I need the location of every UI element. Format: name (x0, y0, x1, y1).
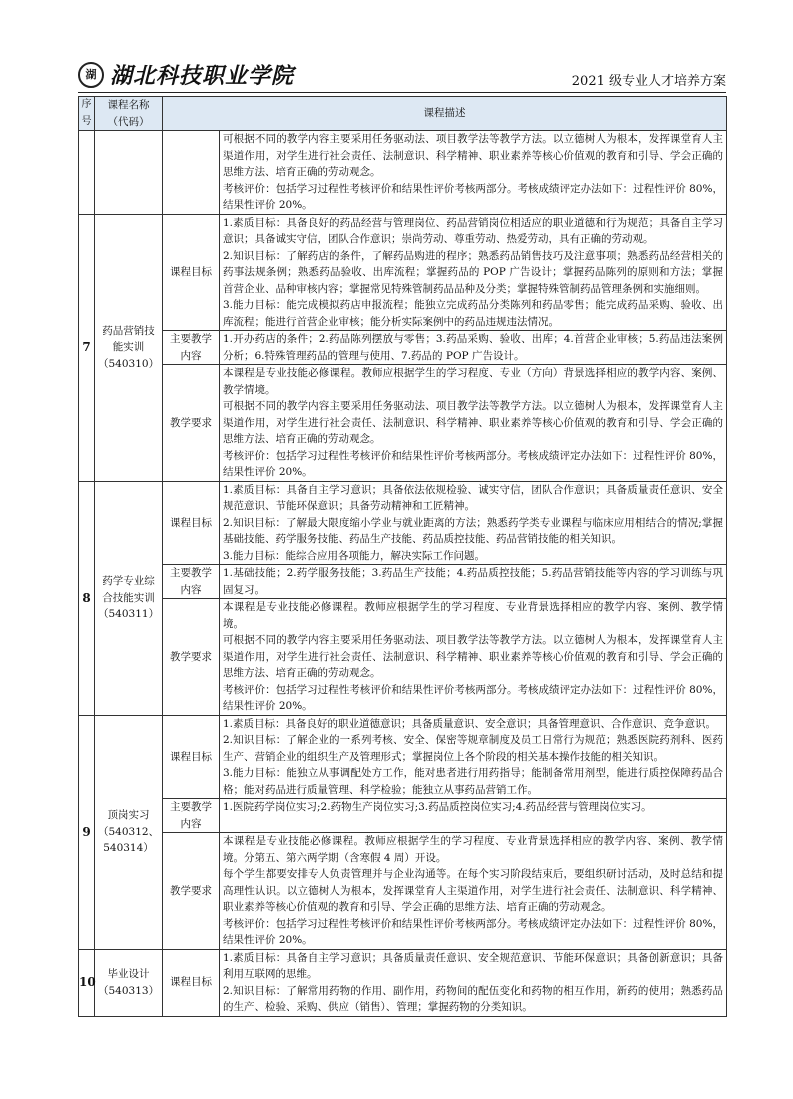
desc-cell-req (220, 833, 727, 950)
sub-label-content: 主要教学内容 (163, 799, 220, 833)
empty-sub-cell (163, 131, 220, 215)
desc-cell-req (220, 599, 727, 716)
course-name: 药学专业综合技能实训（540311） (95, 481, 163, 715)
desc-cell-content (220, 331, 727, 365)
col-name-header: 课程名称（代码） (95, 97, 163, 131)
course-number: 10 (79, 949, 95, 1016)
table-header-row (79, 97, 727, 131)
table-row (79, 214, 727, 331)
desc-cell-content (220, 799, 727, 833)
table-body (79, 131, 727, 1017)
desc-text: 可根据不同的教学内容主要采用任务驱动法、项目教学法等教学方法。以立德树人为根本，发挥课堂育人主渠道作用，对学生进行社会责任、法制意识、科学精神、职业素养等核心价值观的教育和引导、学会正确的思维方法、培育正确的劳动观念。 (223, 400, 723, 445)
table-row (79, 331, 727, 365)
desc-text: 本课程是专业技能必修课程。教师应根据学生的学习程度、专业（方向）背景选择相应的教学内容、案例、教学情境。 (223, 367, 723, 396)
desc-cell-goal (220, 949, 727, 1016)
course-table (78, 96, 727, 1017)
table-row (79, 565, 727, 599)
continuation-text: 考核评价：包括学习过程性考核评价和结果性评价考核两部分。考核成绩评定办法如下：过程性评价 80%，结果性评价 20%。 (223, 182, 723, 211)
desc-cell-goal (220, 214, 727, 331)
page-header (78, 62, 726, 93)
table-row (79, 365, 727, 482)
course-name: 毕业设计（540313） (95, 949, 163, 1016)
sub-label-content: 主要教学内容 (163, 331, 220, 365)
sub-label-req: 教学要求 (163, 833, 220, 950)
empty-no-cell (79, 131, 95, 215)
desc-text: 1.素质目标：具备良好的药品经营与管理岗位、药品营销岗位相适应的职业道德和行为规范；具备自主学习意识；具备诚实守信，团队合作意识；崇尚劳动、尊重劳动、热爱劳动，具有正确的劳动观。 (223, 216, 723, 245)
table-row (79, 481, 727, 565)
table-row-continuation (79, 131, 727, 215)
desc-text: 本课程是专业技能必修课程。教师应根据学生的学习程度、专业背景选择相应的教学内容、案例、教学情境。 (223, 601, 723, 630)
desc-text: 1.医院药学岗位实习;2.药物生产岗位实习;3.药品质控岗位实习;4.药品经营与管理岗位实习。 (223, 801, 652, 813)
course-number: 9 (79, 715, 95, 949)
desc-text: 本课程是专业技能必修课程。教师应根据学生的学习程度、专业背景选择相应的教学内容、案例、教学情境。分第五、第六两学期（含寒假 4 周）开设。 (223, 835, 723, 864)
sub-label-req: 教学要求 (163, 365, 220, 482)
desc-text: 1.素质目标：具备自主学习意识；具备依法依规检验、诚实守信，团队合作意识；具备质量责任意识、安全规范意识、节能环保意识；具备劳动精神和工匠精神。 (223, 483, 723, 512)
table-row (79, 715, 727, 799)
col-desc-header: 课程描述 (163, 97, 727, 131)
desc-cell-req (220, 365, 727, 482)
desc-text: 3.能力目标：能综合应用各项能力，解决实际工作问题。 (223, 549, 486, 562)
desc-text: 考核评价：包括学习过程性考核评价和结果性评价考核两部分。考核成绩评定办法如下：过程性评价 80%，结果性评价 20%。 (223, 917, 723, 946)
desc-text: 3.能力目标：能独立从事调配处方工作，能对患者进行用药指导；能制备常用剂型，能进行质控保障药品合格；能对药品进行质量管理、科学检验；能独立从事药品营销工作。 (223, 767, 723, 796)
course-number: 7 (79, 214, 95, 481)
sub-label-goal: 课程目标 (163, 214, 220, 331)
desc-text: 1.素质目标：具备自主学习意识；具备质量责任意识、安全规范意识、节能环保意识；具备创新意识；具备利用互联网的思维。 (223, 951, 723, 980)
desc-cell-content (220, 565, 727, 599)
empty-name-cell (95, 131, 163, 215)
sub-label-goal: 课程目标 (163, 715, 220, 799)
desc-text: 1.开办药店的条件；2.药品陈列摆放与零售；3.药品采购、验收、出库；4.首营企业审核；5.药品违法案例分析；6.特殊管理药品的管理与使用、7.药品的 POP 广告设计。 (223, 333, 723, 362)
table-row (79, 799, 727, 833)
table-row (79, 833, 727, 950)
desc-cell-goal (220, 481, 727, 565)
desc-text: 每个学生都要安排专人负责管理并与企业沟通等。在每个实习阶段结束后，要组织研讨活动，及时总结和提高理性认识。以立德树人为根本，发挥课堂育人主渠道作用，对学生进行社会责任、法制意识、科学精神、职业素养等核心价值观的教育和引导、学会正确的思维方法、培育正确的劳动观念。 (223, 868, 723, 913)
table-row (79, 599, 727, 716)
sub-label-goal: 课程目标 (163, 481, 220, 565)
course-name: 顶岗实习（540312、540314） (95, 715, 163, 949)
desc-text: 2.知识目标：了解常用药物的作用、副作用，药物间的配伍变化和药物的相互作用，新药的使用；熟悉药品的生产、检验、采购、供应（销售）、管理；掌握药物的分类知识。 (223, 984, 723, 1013)
desc-text: 1.素质目标：具备良好的职业道德意识；具备质量意识、安全意识；具备管理意识、合作意识、竞争意识。 (223, 717, 717, 730)
continuation-desc-cell (220, 131, 727, 215)
desc-text: 可根据不同的教学内容主要采用任务驱动法、项目教学法等教学方法。以立德树人为根本，发挥课堂育人主渠道作用，对学生进行社会责任、法制意识、科学精神、职业素养等核心价值观的教育和引导、学会正确的思维方法、培育正确的劳动观念。 (223, 634, 723, 679)
desc-text: 考核评价：包括学习过程性考核评价和结果性评价考核两部分。考核成绩评定办法如下：过程性评价 80%，结果性评价 20%。 (223, 449, 723, 478)
course-number: 8 (79, 481, 95, 715)
desc-text: 2.知识目标：了解企业的一系列考核、安全、保密等规章制度及员工日常行为规范；熟悉医院药剂科、医药生产、营销企业的组织生产及管理形式；掌握岗位上各个阶段的相关基本操作技能的相关知识。 (223, 734, 723, 763)
school-logo: 湖 (78, 62, 104, 88)
sub-label-req: 教学要求 (163, 599, 220, 716)
desc-text: 2.知识目标：了解药店的条件，了解药品购进的程序；熟悉药品销售技巧及注意事项；熟悉药品经营相关的药事法规条例；熟悉药品验收、出库流程；掌握药品的 POP 广告设计；掌握药品陈列的原则和方法；掌握首营企业、品种审核内容；掌握常见特殊管制药品品种及分类；掌握特殊管制药品管理条例和实施细则。 (223, 249, 723, 295)
table-row (79, 949, 727, 1016)
desc-text: 2.知识目标：了解最大限度缩小学业与就业距离的方法；熟悉药学类专业课程与临床应用相结合的情况;掌握基础技能、药学服务技能、药品生产技能、药品质控技能、药品营销技能的相关知识。 (223, 516, 723, 545)
course-name: 药品营销技能实训（540310） (95, 214, 163, 481)
col-no-header: 序号 (79, 97, 95, 131)
plan-title: 2021 级专业人才培养方案 (571, 74, 726, 89)
sub-label-content: 主要教学内容 (163, 565, 220, 599)
desc-cell-goal (220, 715, 727, 799)
desc-text: 3.能力目标：能完成模拟药店申报流程；能独立完成药品分类陈列和药品零售；能完成药品采购、验收、出库流程；能进行首营企业审核；能分析实际案例中的药品违规违法情况。 (223, 299, 723, 328)
desc-text: 1.基础技能；2.药学服务技能；3.药品生产技能；4.药品质控技能；5.药品营销技能等内容的学习训练与巩固复习。 (223, 567, 723, 596)
sub-label-goal: 课程目标 (163, 949, 220, 1016)
desc-text: 考核评价：包括学习过程性考核评价和结果性评价考核两部分。考核成绩评定办法如下：过程性评价 80%，结果性评价 20%。 (223, 683, 723, 712)
continuation-text: 可根据不同的教学内容主要采用任务驱动法、项目教学法等教学方法。以立德树人为根本，发挥课堂育人主渠道作用，对学生进行社会责任、法制意识、科学精神、职业素养等核心价值观的教育和引导、学会正确的思维方法、培育正确的劳动观念。 (223, 133, 723, 178)
school-name: 湖北科技职业学院 (110, 63, 295, 89)
